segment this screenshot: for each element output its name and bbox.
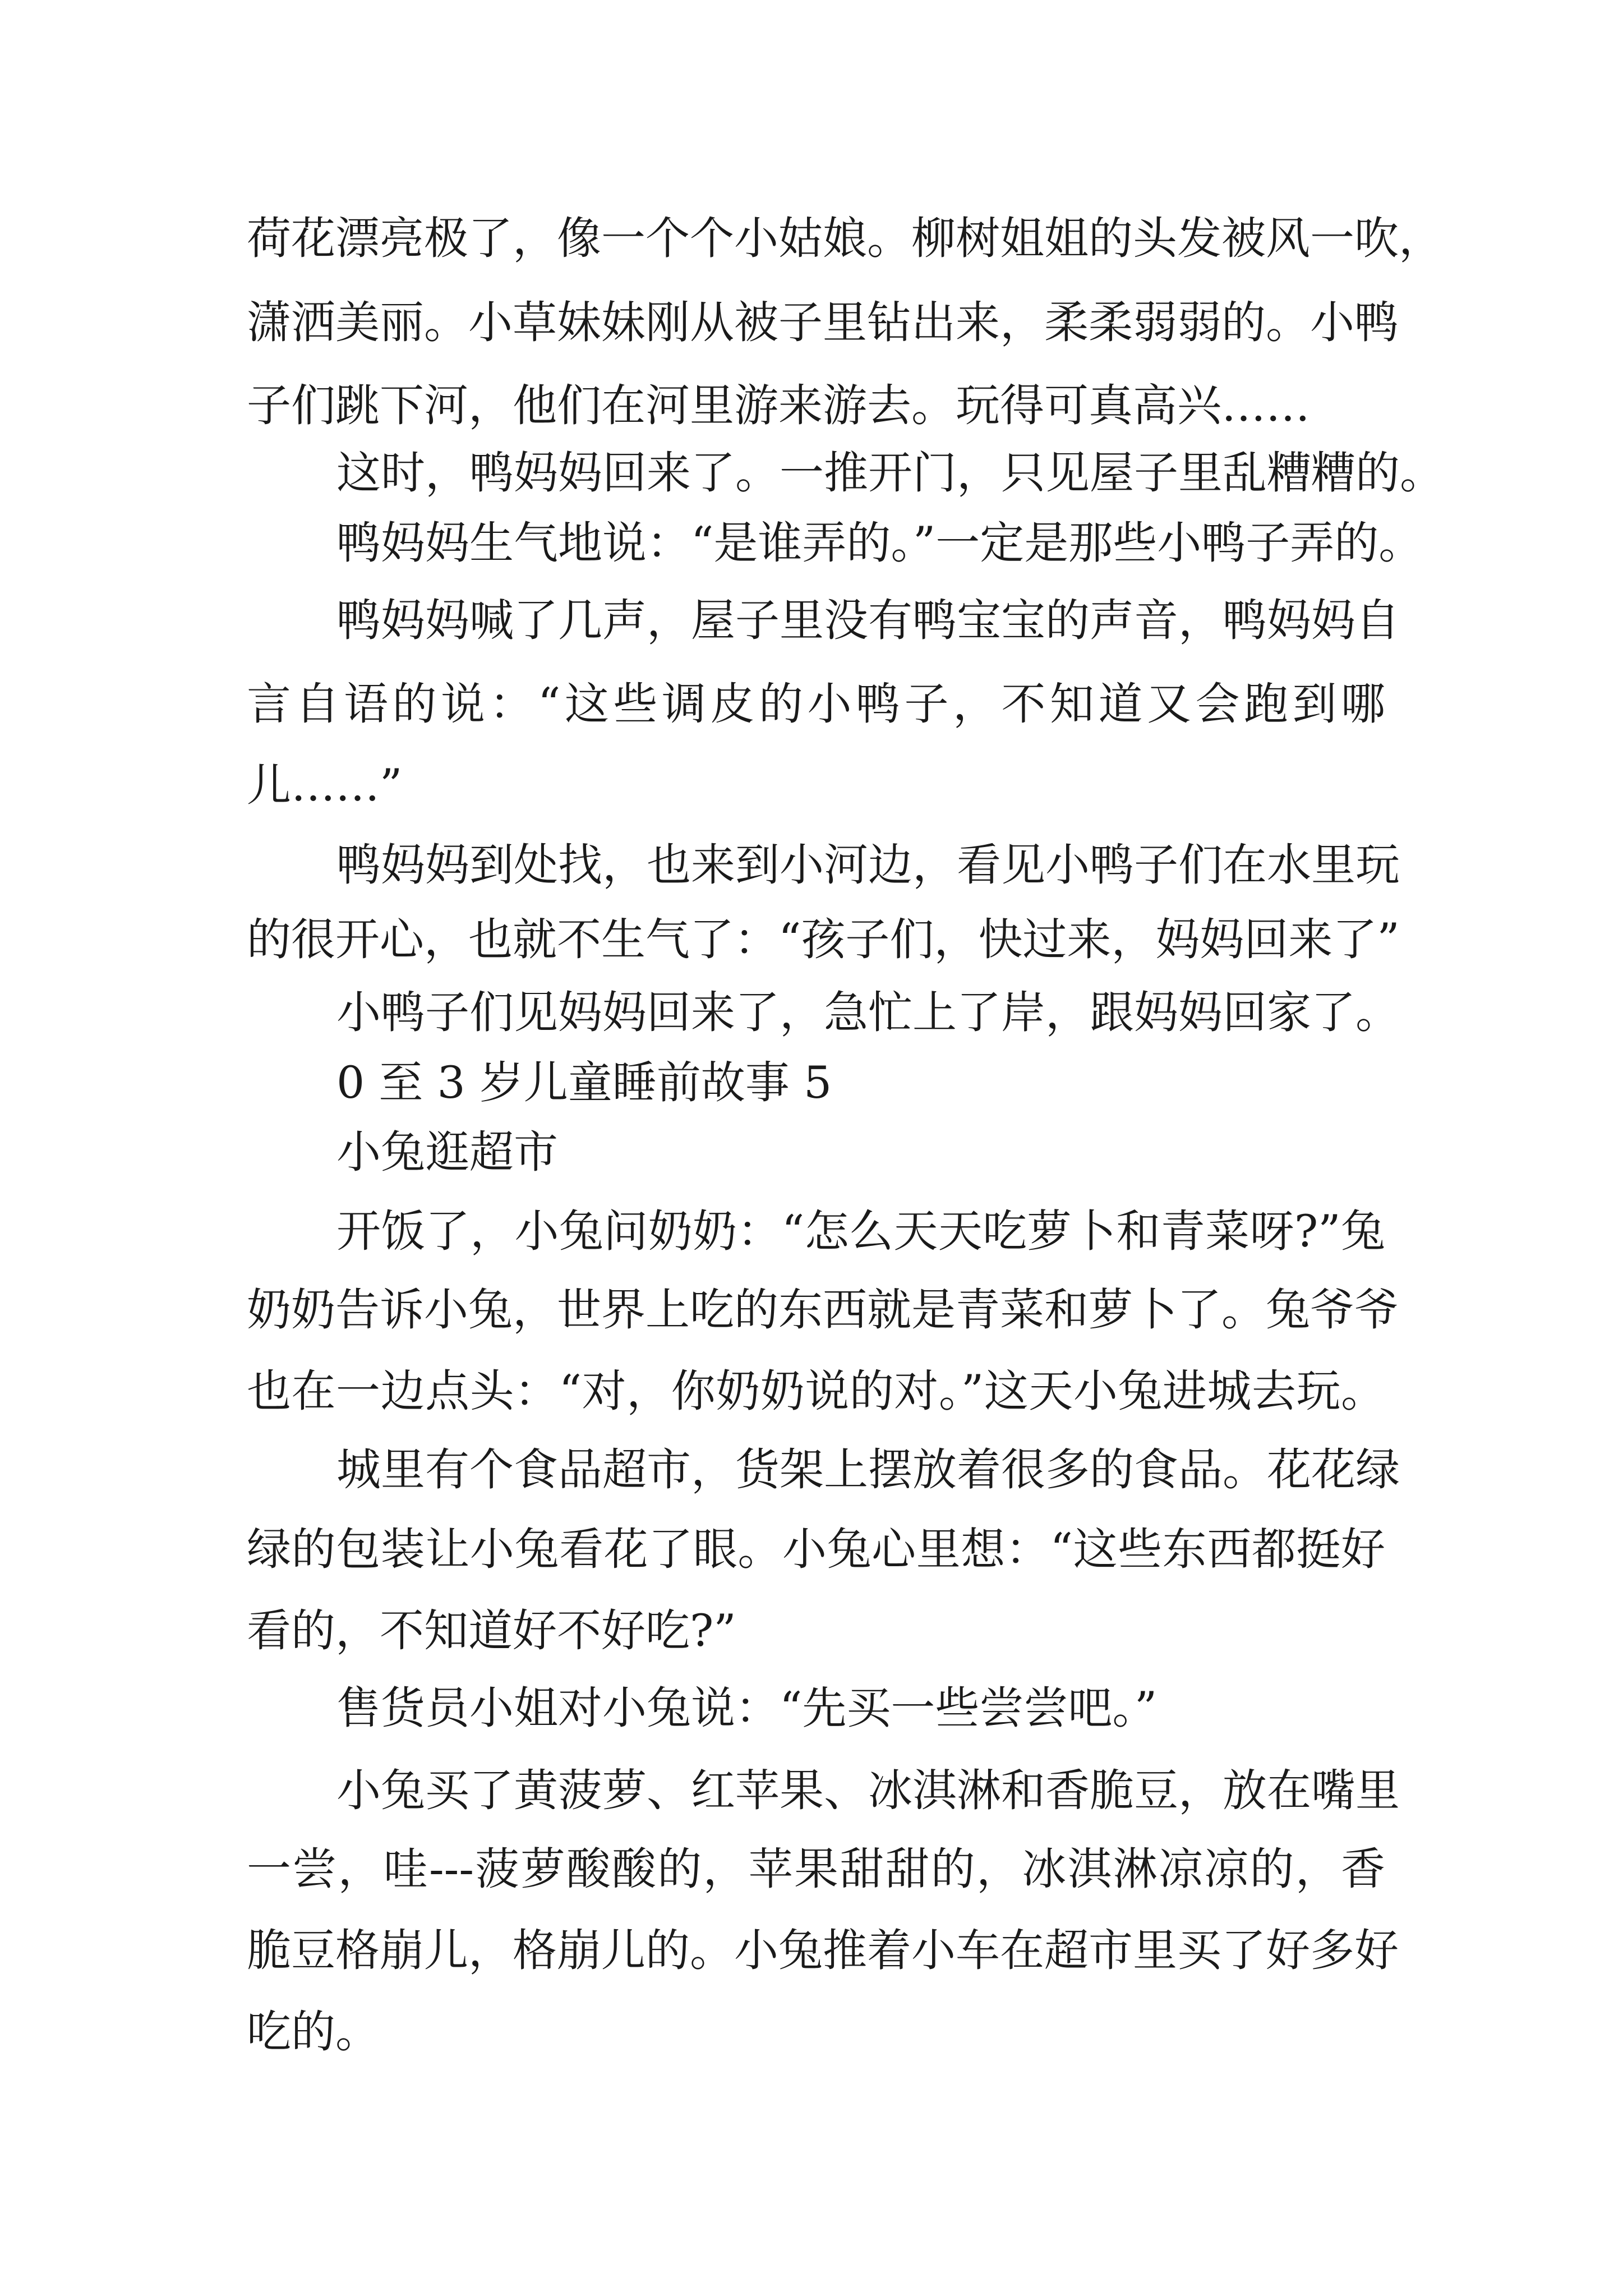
text-line: 这时，鸭妈妈回来了。一推开门，只见屋子里乱糟糟的。 [336, 447, 1444, 499]
text-line: 一尝，哇---菠萝酸酸的，苹果甜甜的，冰淇淋凉凉的，香 [247, 1843, 1385, 1895]
text-line: 小兔买了黄菠萝、红苹果、冰淇淋和香脆豆，放在嘴里 [336, 1765, 1400, 1816]
text-line: 鸭妈妈喊了几声，屋子里没有鸭宝宝的声音，鸭妈妈自 [336, 595, 1400, 646]
text-line: 脆豆格崩儿，格崩儿的。小兔推着小车在超市里买了好多好 [247, 1925, 1399, 1976]
text-line: 吃的。 [247, 2006, 380, 2058]
text-line: 绿的包装让小兔看花了眼。小兔心里想：“这些东西都挺好 [247, 1524, 1385, 1575]
text-line: 看的，不知道好不好吃?” [247, 1605, 736, 1657]
text-line: 儿……” [247, 760, 403, 811]
text-line: 小兔逛超市 [336, 1126, 558, 1178]
text-line: 子们跳下河，他们在河里游来游去。玩得可真高兴…… [247, 380, 1310, 431]
text-line: 言自语的说：“这些调皮的小鸭子，不知道又会跑到哪 [247, 678, 1385, 730]
text-line: 开饭了，小兔问奶奶：“怎么天天吃萝卜和青菜呀?”兔 [336, 1205, 1385, 1257]
text-line: 鸭妈妈到处找，也来到小河边，看见小鸭子们在水里玩 [336, 839, 1400, 891]
text-line: 鸭妈妈生气地说：“是谁弄的。”一定是那些小鸭子弄的。 [336, 517, 1423, 569]
text-line: 荷花漂亮极了，像一个个小姑娘。柳树姐姐的头发被风一吹， [247, 213, 1443, 264]
text-line: 售货员小姐对小兔说：“先买一些尝尝吧。” [336, 1682, 1158, 1734]
text-line: 潇洒美丽。小草妹妹刚从被子里钻出来，柔柔弱弱的。小鸭 [247, 297, 1399, 348]
text-line: 城里有个食品超市，货架上摆放着很多的食品。花花绿 [336, 1444, 1400, 1496]
text-line: 也在一边点头：“对，你奶奶说的对。”这天小兔进城去玩。 [247, 1365, 1385, 1417]
text-line: 小鸭子们见妈妈回来了，急忙上了岸，跟妈妈回家了。 [336, 987, 1400, 1038]
text-line: 0 至 3 岁儿童睡前故事 5 [336, 1057, 832, 1108]
text-line: 奶奶告诉小兔，世界上吃的东西就是青菜和萝卜了。兔爷爷 [247, 1284, 1399, 1336]
text-line: 的很开心，也就不生气了：“孩子们，快过来，妈妈回来了” [247, 914, 1400, 965]
